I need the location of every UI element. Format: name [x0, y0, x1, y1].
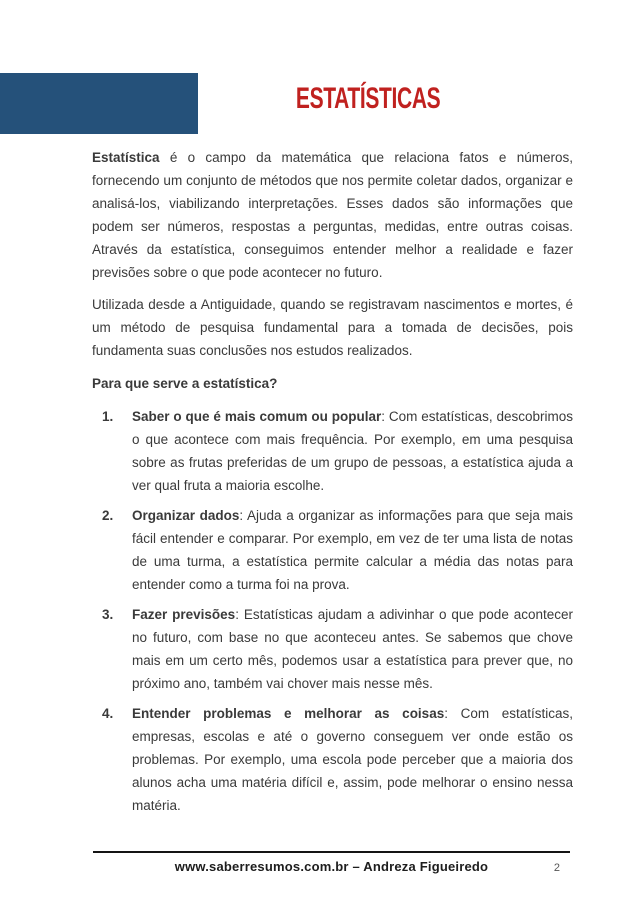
list-item-lead: Saber o que é mais comum ou popular — [132, 409, 382, 424]
list-item-lead: Fazer previsões — [132, 607, 236, 622]
list-item-number: 2. — [102, 508, 114, 523]
list-item-number: 1. — [102, 409, 114, 424]
reasons-list — [92, 405, 573, 817]
footer-credit: www.saberresumos.com.br – Andreza Figueiredo — [174, 859, 489, 874]
history-paragraph: Utilizada desde a Antiguidade, quando se registravam nascimentos e mortes, é um método de pesquisa fundamental para a tomada de decisões, pois fundamenta suas conclusões nos estudos realizados. — [92, 297, 573, 358]
page-number: 2 — [553, 862, 560, 874]
list-item — [92, 504, 573, 596]
list-item — [92, 603, 573, 695]
list-item-text: : Ajuda a organizar as informações para que seja mais fácil entender e comparar. Por exemplo, em vez de ter uma lista de notas de uma turma, a estatística permite calcular a média das notas para entender como a turma foi na prova. — [132, 508, 573, 592]
list-item-lead: Organizar dados — [132, 508, 240, 523]
list-item-text: : Com estatísticas, descobrimos o que acontece com mais frequência. Por exemplo, em uma pesquisa sobre as frutas preferidas de um grupo de pessoas, a estatística ajuda a ver qual fruta a maioria escolhe. — [132, 409, 573, 493]
list-item — [92, 405, 573, 497]
list-item-lead: Entender problemas e melhorar as coisas — [132, 706, 445, 721]
section-heading: Para que serve a estatística? — [92, 376, 278, 391]
page-title — [198, 82, 538, 116]
list-item — [92, 702, 573, 817]
list-item-text: : Estatísticas ajudam a adivinhar o que pode acontecer no futuro, com base no que aconteceu antes. Se sabemos que chove mais em um certo mês, podemos usar a estatística para prever que, no próximo ano, também vai chover mais nesse mês. — [132, 607, 574, 691]
header-accent-bar — [0, 73, 198, 134]
list-item-text: : Com estatísticas, empresas, escolas e até o governo conseguem ver onde estão os problemas. Por exemplo, uma escola pode perceber que a maioria dos alunos acha uma matéria difícil e, assim, pode melhorar o ensino nessa matéria. — [132, 706, 573, 813]
page-title-text: ESTATÍSTICAS — [295, 82, 441, 115]
intro-paragraph — [92, 146, 573, 284]
list-item-number: 4. — [102, 706, 114, 721]
intro-text: é o campo da matemática que relaciona fatos e números, fornecendo um conjunto de métodos que nos permite coletar dados, organizar e analisá-los, viabilizando interpretações. Esses dados são informações que podem ser números, respostas a perguntas, medidas, entre outras coisas. Através da estatística, conseguimos entender melhor a realidade e fazer previsões sobre o que pode acontecer no futuro. — [92, 150, 573, 280]
intro-lead: Estatística — [92, 150, 160, 165]
document-body — [92, 146, 573, 824]
page-footer — [93, 851, 570, 874]
list-item-number: 3. — [102, 607, 114, 622]
